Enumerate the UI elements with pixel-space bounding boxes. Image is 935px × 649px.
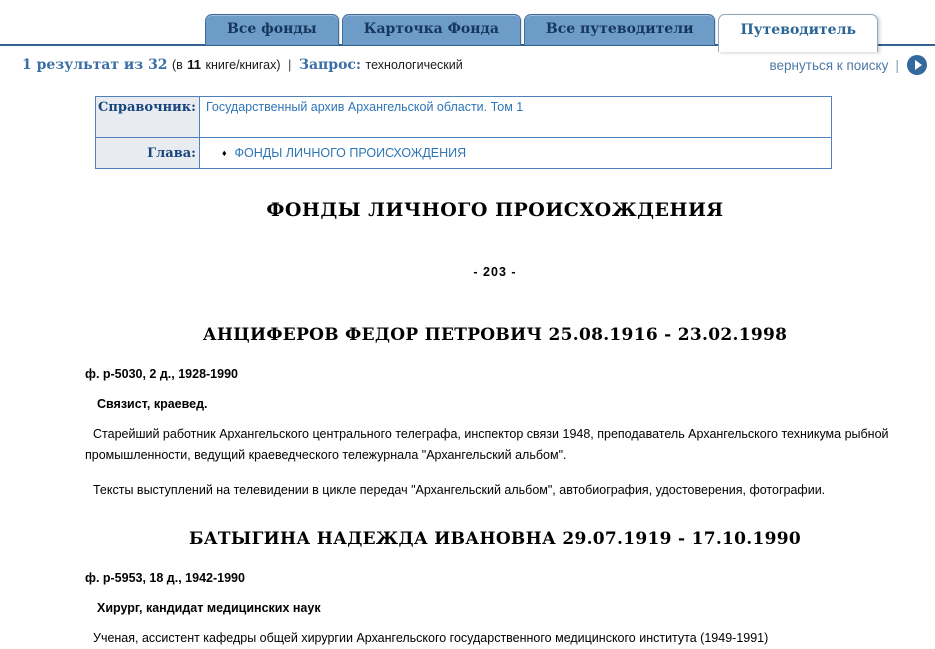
tab-all-funds[interactable]: Все фонды [205, 14, 339, 45]
results-count: 1 результат из 32 [22, 57, 168, 73]
fund-reference: ф. р-5953, 18 д., 1942-1990 [85, 570, 245, 585]
query-value: технологический [365, 58, 463, 72]
tab-fund-card[interactable]: Карточка Фонда [342, 14, 521, 45]
in-books-suffix: книге/книгах) [205, 58, 281, 72]
book-row-label: Справочник: [96, 97, 200, 138]
query-label: Запрос: [298, 57, 362, 73]
diamond-bullet-icon: ♦ [221, 148, 227, 158]
forward-arrow-button[interactable] [907, 55, 927, 75]
in-books-prefix: (в [172, 58, 183, 72]
book-link[interactable]: Государственный архив Архангельской области. Том 1 [205, 100, 524, 114]
entry-occupation: Связист, краевед. [97, 397, 208, 411]
back-link-separator: | [895, 57, 899, 73]
page-number: - 203 - [473, 265, 517, 279]
chapter-row-label: Глава: [96, 138, 200, 169]
forward-arrow-icon [915, 60, 922, 70]
guide-document [0, 199, 935, 649]
tab-bar [0, 0, 935, 50]
back-to-search-link[interactable]: вернуться к поиску [769, 57, 889, 73]
book-count: 11 [187, 57, 202, 72]
results-bar [0, 50, 935, 78]
table-row-chapter [96, 138, 832, 169]
fund-entry [85, 529, 905, 649]
results-actions [770, 55, 927, 75]
entry-occupation: Хирург, кандидат медицинских наук [97, 600, 321, 615]
results-separator: | [288, 57, 292, 72]
entry-heading: АНЦИФЕРОВ ФЕДОР ПЕТРОВИЧ 25.08.1916 - 23.02.1998 [202, 325, 788, 345]
fund-entry [85, 325, 905, 501]
entry-paragraph: Тексты выступлений на телевидении в цикле передач "Архангельский альбом", автобиография, удостоверения, фотографии. [93, 482, 826, 497]
table-row-book [96, 97, 832, 138]
tab-guide[interactable]: Путеводитель [718, 14, 878, 52]
results-summary [22, 56, 463, 74]
entry-paragraph: Ученая, ассистент кафедры общей хирургии Архангельского государственного медицинского института (1949-1991) [93, 630, 769, 645]
section-title: ФОНДЫ ЛИЧНОГО ПРОИСХОЖДЕНИЯ [266, 199, 724, 221]
chapter-link[interactable]: ФОНДЫ ЛИЧНОГО ПРОИСХОЖДЕНИЯ [234, 146, 467, 160]
fund-reference: ф. р-5030, 2 д., 1928-1990 [85, 367, 238, 381]
tab-strip [205, 14, 881, 52]
reference-table [95, 96, 832, 169]
tab-all-guides[interactable]: Все путеводители [524, 14, 716, 45]
entry-paragraph: Старейший работник Архангельского центрального телеграфа, инспектор связи 1948, преподаватель Архангельского техникума рыбной промышленности, ведущий краеведческого тележурнала "Архангельский альбом". [85, 427, 889, 463]
entry-heading: БАТЫГИНА НАДЕЖДА ИВАНОВНА 29.07.1919 - 17.10.1990 [188, 528, 802, 549]
